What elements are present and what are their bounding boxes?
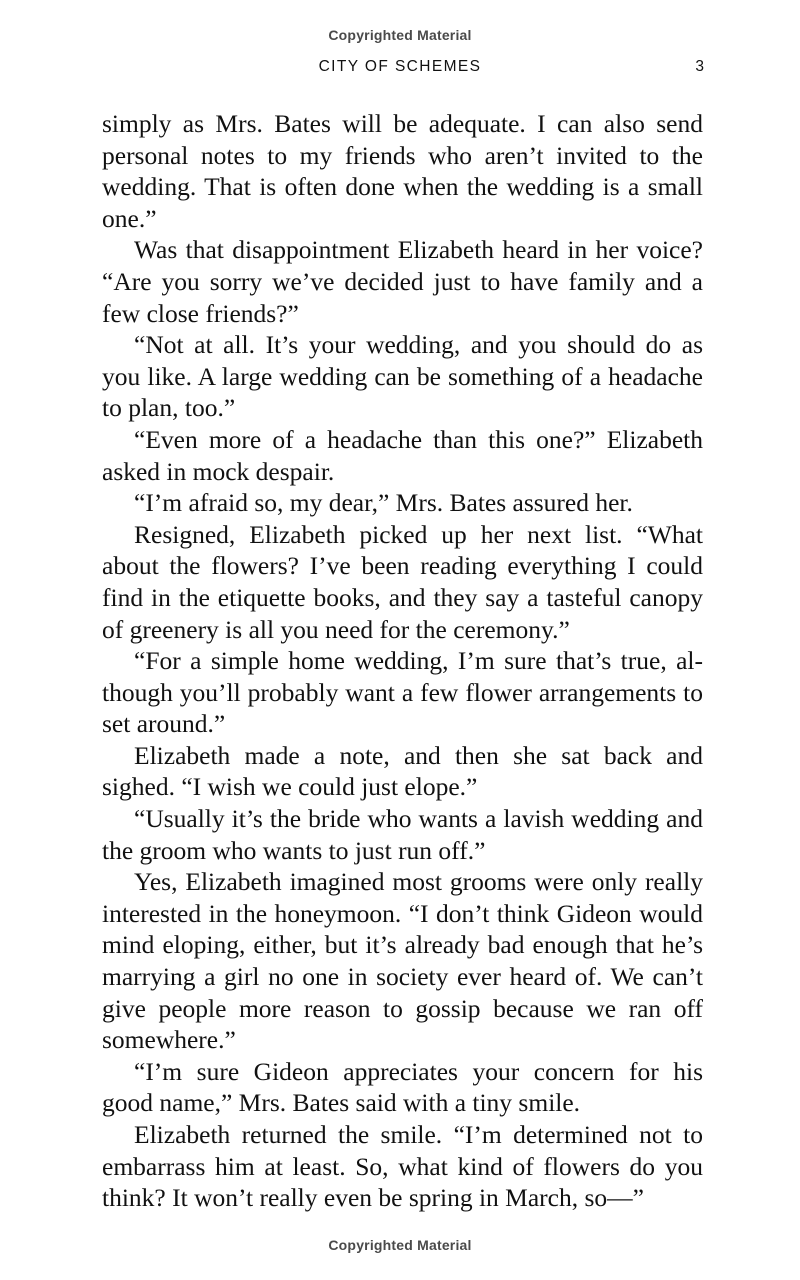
running-header <box>0 58 800 80</box>
paragraph: Was that disappointment Elizabeth heard in her voice? “Are you sorry we’ve decided just to have family and a few close friends?” <box>102 235 703 328</box>
page-number: 3 <box>695 58 704 75</box>
paragraph: Elizabeth returned the smile. “I’m determined not to embarrass him at least. So, what kind of flowers do you think? It won’t really even be spring in March, so—” <box>102 1120 703 1213</box>
copyright-watermark-bottom: Copyrighted Material <box>328 1237 472 1253</box>
paragraph: “I’m afraid so, my dear,” Mrs. Bates assured her. <box>134 488 633 518</box>
paragraph: Elizabeth made a note, and then she sat back and sighed. “I wish we could just elope.” <box>102 740 703 802</box>
book-title: CITY OF SCHEMES <box>318 58 482 75</box>
paragraph: Yes, Elizabeth imagined most grooms were only really interested in the honeymoon. “I don’t think Gideon would mind eloping, either, but it’s already bad enough that he’s marrying a girl no one in society ever heard of. We can’t give people more reason to gossip because we ran off somewhere.” <box>102 867 703 1055</box>
paragraph: simply as Mrs. Bates will be adequate. I can also send personal notes to my friends who aren’t invited to the wedding. That is often done when the wedding is a small one.” <box>102 109 703 233</box>
paragraph: “I’m sure Gideon appreciates your concern for his good name,” Mrs. Bates said with a tiny smile. <box>102 1056 703 1118</box>
paragraph: “Even more of a headache than this one?” Elizabeth asked in mock despair. <box>102 424 703 486</box>
copyright-watermark-top: Copyrighted Material <box>328 27 472 43</box>
paragraph: “Usually it’s the bride who wants a lavish wedding and the groom who wants to just run off.” <box>102 804 703 865</box>
paragraph: Resigned, Elizabeth picked up her next list. “What about the flowers? I’ve been reading everything I could find in the etiquette books, and they say a tasteful canopy of greenery is all you need for the ceremony.” <box>102 519 703 644</box>
paragraph: “Not at all. It’s your wedding, and you should do as you like. A large wedding can be something of a headache to plan, too.” <box>102 330 703 423</box>
paragraph: “For a simple home wedding, I’m sure that’s true, although you’ll probably want a few flower arrangements to set around.” <box>102 646 703 739</box>
body-text <box>102 108 703 1214</box>
